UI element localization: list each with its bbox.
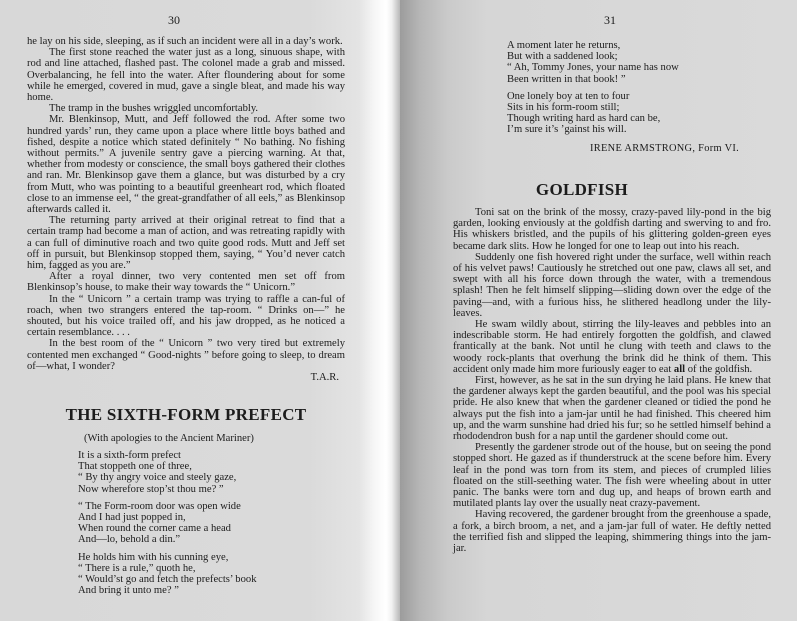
poem-line: And I had just popped in, [78,512,186,524]
story-paragraph: The first stone reached the water just as a long, sinuous shape, with rod and line attached, flashed past. The colonel made a grab and missed. Overbalancing, he fell into the water. After floundering about for some while he emerged, covered in mud, gave a single bleat, and made his way home. [27,47,345,104]
poem-line: “ The Form-room door was open wide [78,500,241,512]
story-title: GOLDFISH [535,180,629,199]
story-paragraph: Toni sat on the brink of the mossy, crazy-paved lily-pond in the big garden, looking enviously at the goldfish darting and swerving to and fro. His whiskers bristled, and the pupils of his glittering golden-green eyes became dark slits. How he longed for one to leap out into his reach. [453,207,771,252]
poem-line: “ Ah, Tommy Jones, your name has now [507,62,679,74]
story-continuation [27,36,345,383]
story-paragraph: The tramp in the bushes wriggled uncomfortably. [49,103,259,115]
poem-continuation [507,40,679,142]
story-paragraph: The returning party arrived at their original retreat to find that a certain tramp had become a man of action, and was retreating rapidly with a can full of diminutive roach and two quite good rods. Mutt and Jeff set off in pursuit, but Blenkinsop stopped them, saying, “ You’d never catch him, fagged as you are.” [27,215,345,272]
poem-line: It is a sixth-form prefect [78,450,181,461]
poem-line: But with a saddened look; [507,51,618,63]
poem-stanza [507,91,679,136]
book-gutter [386,0,400,621]
story-paragraph: Presently the gardener strode out of the house, but on seeing the pond stopped short. He gazed as if thunderstruck at the scene before him. Every leaf in the pond was torn from its stem, and pieces of crumpled lilies floated on the still-seething water. The fish were wheeling about in utter panic. The banks were torn and dug up, and heaps of brown earth and mutilated plants lay over the usually neat crazy-pavement. [453,442,771,510]
poem-line: And—lo, behold a din.” [78,534,181,546]
poem-line: Been written in that book! ” [507,73,626,85]
poem-line: He holds him with his cunning eye, [78,551,229,563]
poem-stanza [78,552,257,597]
paragraph-text: He swam wildly about, stirring the lily-leaves and pebbles into an indescribable storm. He had entirely forgotten the goldfish, and clawed frantically at the bank. Not until he clung with teeth and claws to the woody rock-plants that overhung the brink did he think of them. This accident only made him more furiously eager to eat [453,319,771,375]
poem-line: Now wherefore stop’st thou me? ” [78,483,224,495]
story-paragraph: After a royal dinner, two very contented men set off from Blenkinsop’s house, to make their way towards the “ Unicorn.” [27,271,345,294]
story-paragraph [453,319,771,375]
story-paragraph: Having recovered, the gardener brought from the greenhouse a spade, a fork, a birch broom, a net, and a jam-jar full of water. He deftly netted the terrified fish and slipped the leaping, shimmering things into the jam-jar. [453,509,771,555]
page-number-left: 30 [168,13,180,27]
poem-line: “ By thy angry voice and steely gaze, [78,472,237,484]
poem-line: Though writing hard as hard can be, [507,113,661,125]
poem-line: That stoppeth one of three, [78,461,192,473]
poem-stanza [507,40,679,85]
page-number-right: 31 [604,13,616,27]
poem-stanza [78,501,257,546]
poem-line: When round the corner came a head [78,523,231,535]
emphasis-text: all [673,363,686,375]
story-paragraph: First, however, as he sat in the sun drying he laid plans. He knew that the gardener always kept the garden beautiful, and the pool was his special pride. He also knew that when the gardener cleaned or tidied the pond he always put the fish into a jam-jar until he had finished. This cheered him up, and the warm sunshine had dried his fur; so he settled himself behind a rhododendron bush for a nap until the gardener should come out. [453,375,771,443]
poem-line: Sits in his form-room still; [507,102,620,114]
story-paragraph: In the “ Unicorn ” a certain tramp was trying to raffle a can-ful of roach, when two strangers entered the tap-room. “ Drinks on—” he shouted, but his voice trailed off, and his jaw dropped, as he noticed a certain resemblance. . . . [27,293,345,339]
story-paragraph: Mr. Blenkinsop, Mutt, and Jeff followed the rod. After some two hundred yards’ run, they came upon a place where little boys bathed and fished, despite a notice which stated definitely “ No bathing. No fishing without permits.” A juvenile sentry gave a piercing warning. At that, whether from modesty or conscience, the small boys gathered their clothes and ran. Mr. Blenkinsop gave them a glance, but was disturbed by a cry from Mutt, who was pointing to a beautiful greenheart rod, which floated close to an immense eel, “ the great-grandfather of all eels,” as Blenkinsop afterwards called it. [27,114,345,216]
poem-author-signature: IRENE ARMSTRONG, Form VI. [590,143,740,154]
poem-body [78,450,257,602]
story-signature: T.A.R. [310,372,339,384]
poem-line: A moment later he returns, [507,40,621,51]
poem-title: THE SIXTH-FORM PREFECT [65,405,307,424]
poem-line: “ There is a rule,” quoth he, [78,562,196,574]
poem-line: And bring it unto me? ” [78,585,179,597]
poem-line: “ Would’st go and fetch the prefects’ book [78,574,257,586]
poem-line: One lonely boy at ten to four [507,90,630,102]
poem-stanza [78,450,257,495]
paragraph-text: of the goldfish. [685,363,753,375]
story-paragraph: Suddenly one fish hovered right under the surface, well within reach of his velvet paws! Cautiously he stretched out one paw, claws all set, and swept with all his force down through the water, with a tremendous splash! Then he felt himself slipping—sliding down over the edge of the paving—and, with a furious hiss, he slithered headlong under the lily-leaves. [453,251,771,319]
story-paragraph: he lay on his side, sleeping, as if such an incident were all in a day’s work. [27,36,343,47]
goldfish-story [453,207,771,554]
poem-subtitle: (With apologies to the Ancient Mariner) [84,433,254,444]
story-paragraph: In the best room of the “ Unicorn ” two very tired but extremely contented men exchanged “ Good-nights ” before going to sleep, to dream of—what, I wonder? [27,338,345,372]
poem-line: I’m sure it’s ’gainst his will. [507,124,627,136]
